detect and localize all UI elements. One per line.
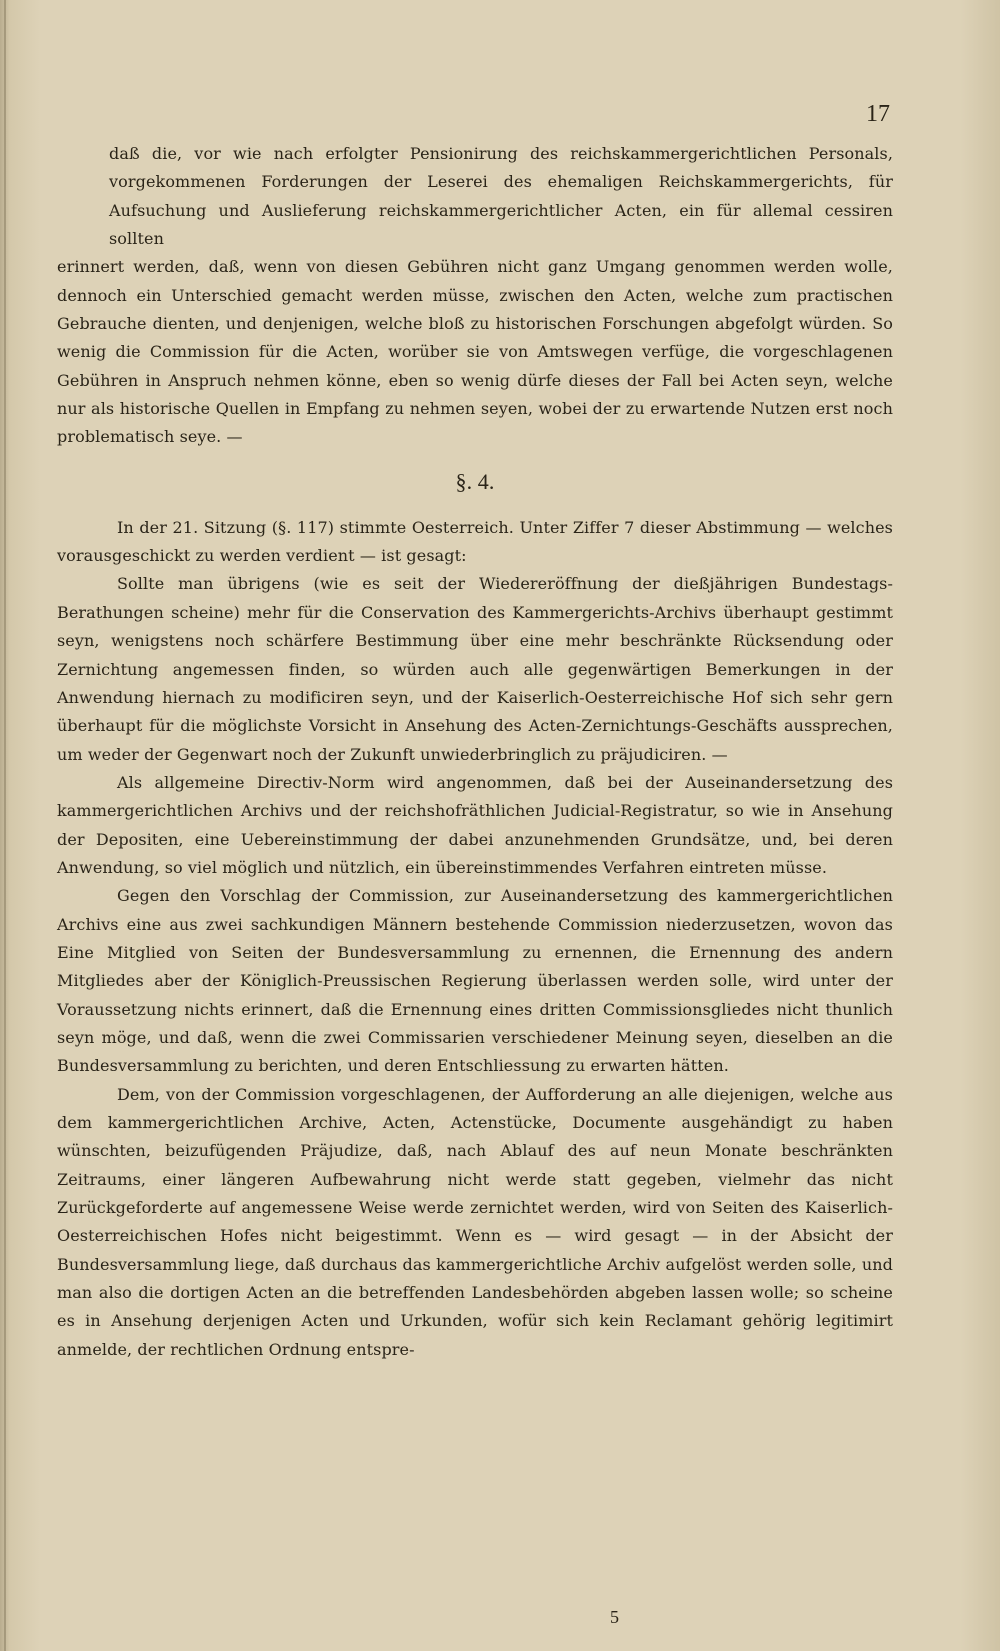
page-text bbox=[57, 140, 893, 1364]
paragraph-3: In der 21. Sitzung (§. 117) stimmte Oesterreich. Unter Ziffer 7 dieser Abstimmung — welches vorausgeschickt zu werden verdient — ist gesagt: bbox=[57, 517, 893, 566]
paragraph-7: Dem, von der Commission vorgeschlagenen, der Aufforderung an alle diejenigen, welche aus dem kammergerichtlichen Archive, Acten, Actenstücke, Documente ausgehändigt zu haben wünschten, beizufügenden Präjudize, daß, nach Ablauf des auf neun Monate beschränkten Zeitraums, einer längeren Aufbewahrung nicht werde statt gegeben, vielmehr das nicht Zurückgeforderte auf angemessene Weise werde zernichtet werden, wird von Seiten des Kaiserlich-Oesterreichischen Hofes nicht beigestimmt. Wenn es — wird gesagt — in der Absicht der Bundesversammlung liege, daß durchaus das kammergerichtliche Archiv aufgelöst werden solle, und man also die dortigen Acten an die betreffenden Landesbehörden abgeben lassen wolle; so scheine es in Ansehung derjenigen Acten und Urkunden, wofür sich kein Reclamant gehörig legitimirt anmelde, der rechtlichen Ordnung entspre- bbox=[57, 1084, 893, 1359]
page-number: 17 bbox=[866, 101, 890, 127]
page-gutter bbox=[4, 0, 6, 1651]
paragraph-5: Als allgemeine Directiv-Norm wird angenommen, daß bei der Auseinandersetzung des kammergerichtlichen Archivs und der reichshofräthlichen Judicial-Registratur, so wie in Ansehung der Depositen, eine Uebereinstimmung der dabei anzunehmenden Grundsätze, und, bei deren Anwendung, so viel möglich und nützlich, ein übereinstimmendes Verfahren eintreten müsse. bbox=[57, 772, 893, 877]
paragraph-6: Gegen den Vorschlag der Commission, zur Auseinandersetzung des kammergerichtlichen Archivs eine aus zwei sachkundigen Männern bestehende Commission niederzusetzen, wovon das Eine Mitglied von Seiten der Bundesversammlung zu ernennen, die Ernennung des andern Mitgliedes aber der Königlich-Preussischen Regierung überlassen werden solle, wird unter der Voraussetzung nichts erinnert, daß die Ernennung eines dritten Commissionsgliedes nicht thunlich seyn möge, und daß, wenn die zwei Commissarien verschiedener Meinung seyen, dieselben an die Bundesversammlung zu berichten, und deren Entschliessung zu erwarten hätten. bbox=[57, 886, 893, 1076]
signature-mark: 5 bbox=[610, 1607, 619, 1627]
paragraph-4: Sollte man übrigens (wie es seit der Wiedereröffnung der dießjährigen Bundestags-Berathungen scheine) mehr für die Conservation des Kammergerichts-Archivs überhaupt gestimmt seyn, wenigstens noch schärfere Bestimmung über eine mehr beschränkte Rücksendung oder Zernichtung angemessen finden, so würden auch alle gegenwärtigen Bemerkungen in der Anwendung hiernach zu modificiren seyn, und der Kaiserlich-Oesterreichische Hof sich sehr gern überhaupt für die möglichste Vorsicht in Ansehung des Acten-Zernichtungs-Geschäfts aussprechen, um weder der Gegenwart noch der Zukunft unwiederbringlich zu präjudiciren. — bbox=[57, 574, 893, 764]
paragraph-2: erinnert werden, daß, wenn von diesen Gebühren nicht ganz Umgang genommen werden wolle, dennoch ein Unterschied gemacht werden müsse, zwischen den Acten, welche zum practischen Gebrauche dienten, und denjenigen, welche bloß zu historischen Forschungen abgefolgt würden. So wenig die Commission für die Acten, worüber sie von Amtswegen verfüge, die vorgeschlagenen Gebühren in Anspruch nehmen könne, eben so wenig dürfe dieses der Fall bei Acten seyn, welche nur als historische Quellen in Empfang zu nehmen seyen, wobei der zu erwartende Nutzen erst noch problematisch seye. — bbox=[57, 257, 893, 447]
paragraph-1: daß die, vor wie nach erfolgter Pensionirung des reichskammergerichtlichen Personals, vorgekommenen Forderungen der Leserei des ehemaligen Reichskammergerichts, für Aufsuchung und Auslieferung reichskammergerichtlicher Acten, ein für allemal cessiren sollten bbox=[109, 144, 893, 249]
section-heading: §. 4. bbox=[455, 468, 495, 494]
